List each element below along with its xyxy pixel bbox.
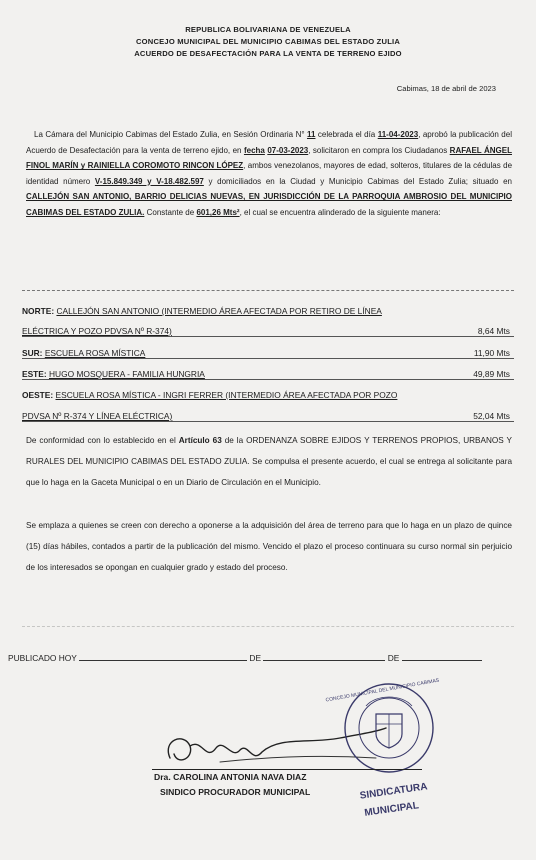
boundary-sur (22, 348, 514, 359)
boundary-norte-text-1: CALLEJÓN SAN ANTONIO (INTERMEDIO ÁREA AFECTADA POR RETIRO DE LÍNEA (56, 306, 382, 316)
header-line-2: CONCEJO MUNICIPAL DEL MUNICIPIO CABIMAS DEL ESTADO ZULIA (135, 37, 401, 46)
property-area: 601,26 Mts² (196, 207, 240, 217)
document-date: Cabimas, 18 de abril de 2023 (396, 84, 496, 93)
boundary-este-measure: 49,89 Mts (473, 369, 510, 379)
publication-year-blank (402, 651, 482, 661)
intro-text-3: , aprobó la publicación del Acuerdo de Desafectación para la venta de terreno ejido, en (26, 130, 512, 155)
boundary-este-label: ESTE: (22, 369, 47, 379)
intro-text-7: Constante de (146, 207, 195, 217)
intro-text-1: La Cámara del Municipio Cabimas del Estado Zulia, en Sesión Ordinaria N° (34, 130, 305, 139)
applicant-names: RAFAEL ÁNGEL FINOL MARÍN y RAINIELLA COROMOTO RINCON LÓPEZ (26, 145, 512, 171)
boundary-norte-measure: 8,64 Mts (477, 326, 510, 336)
property-location: CALLEJÓN SAN ANTONIO, BARRIO DELICIAS NUEVAS, EN JURISDICCIÓN DE LA PARROQUIA AMBROSIO DEL MUNICIPIO CABIMAS DEL ESTADO ZULIA. (26, 192, 512, 217)
boundary-oeste-label: OESTE: (22, 390, 54, 400)
intro-text-4: , solicitaron en compra los Ciudadanos (308, 145, 448, 155)
header-line-1: REPUBLICA BOLIVARIANA DE VENEZUELA (185, 25, 351, 34)
intro-text-8: , el cual se encuentra alinderado de la siguiente manera: (239, 207, 441, 217)
request-date: 07-03-2023 (267, 145, 309, 155)
intro-text-6: y domiciliados en la Ciudad y Municipio Cabimas del Estado Zulia; situado en (208, 176, 512, 186)
boundary-norte-label: NORTE: (22, 306, 55, 316)
signatory-title: SINDICO PROCURADOR MUNICIPAL (160, 787, 311, 797)
session-date: 11-04-2023 (377, 130, 419, 139)
conformity-text-2: de la ORDENANZA SOBRE EJIDOS Y TERRENOS PROPIOS, URBANOS Y RURALES DEL MUNICIPIO CABIMAS DEL ESTADO ZULIA. Se compulsa el presente acuerdo, el cual se entrega al solicitante para que lo haga en la Gaceta Municipal o en un Diario de Circulación en el Municipio. (26, 436, 512, 487)
signature-line (152, 769, 422, 770)
published-label: PUBLICADO HOY (8, 653, 77, 663)
publication-day-blank (79, 651, 247, 661)
id-numbers: V-15.849.349 y V-18.482.597 (94, 176, 204, 186)
faint-divider (22, 626, 514, 627)
conformity-paragraph (26, 430, 512, 493)
seal-ring-text: CONCEJO MUNICIPAL DEL MUNICIPIO CABIMAS (325, 677, 440, 704)
seal-stamp-line-2: MUNICIPAL (363, 800, 420, 819)
boundary-oeste-text-2: PDVSA Nº R-374 Y LÍNEA ELÉCTRICA) (22, 411, 173, 421)
conformity-text-1: De conformidad con lo establecido en el (26, 436, 176, 445)
publication-line (8, 651, 528, 663)
boundary-este-text: HUGO MOSQUERA - FAMILIA HUNGRIA (49, 369, 205, 379)
intro-text-5: , ambos venezolanos, mayores de edad, solteros, titulares de la cédulas de identidad número (26, 161, 513, 186)
boundary-este (22, 369, 514, 380)
boundary-norte-line-1 (22, 306, 514, 316)
boundary-norte-line-2 (22, 326, 514, 337)
header-line-3: ACUERDO DE DESAFECTACIÓN PARA LA VENTA DE TERRENO EJIDO (134, 49, 402, 58)
boundary-norte-text-2: ELÉCTRICA Y POZO PDVSA Nº R-374) (22, 326, 172, 336)
section-divider (22, 290, 514, 291)
publication-month-blank (263, 651, 385, 661)
official-seal (325, 676, 440, 826)
boundary-oeste-line-2 (22, 411, 514, 422)
publication-de-2: DE (387, 653, 400, 663)
document-header (0, 24, 536, 60)
session-number: 11 (307, 130, 316, 139)
boundary-oeste-line-1 (22, 390, 514, 400)
seal-stamp-line-1: SINDICATURA (359, 781, 429, 802)
boundary-sur-measure: 11,90 Mts (473, 348, 510, 358)
intro-text-2: celebrada el día (317, 130, 376, 139)
publication-de-1: DE (249, 653, 262, 663)
intro-paragraph (26, 127, 512, 221)
boundary-oeste-measure: 52,04 Mts (473, 411, 510, 421)
summons-paragraph: Se emplaza a quienes se creen con derecho a oponerse a la adquisición del área de terreno para que lo haga en un plazo de quince (15) días hábiles, contados a partir de la publicación del mismo. Vencido el plazo el proceso continuara su curso normal sin perjuicio de los interesados se opongan en cualquier grado y estado del proceso. (26, 521, 512, 572)
signatory-name: Dra. CAROLINA ANTONIA NAVA DIAZ (154, 772, 307, 782)
article-reference: Artículo 63 (178, 436, 222, 445)
boundary-sur-text: ESCUELA ROSA MÍSTICA (44, 348, 146, 358)
boundary-sur-label: SUR: (22, 348, 43, 358)
boundary-oeste-text-1: ESCUELA ROSA MÍSTICA - INGRI FERRER (INTERMEDIO ÁREA AFECTADA POR POZO (55, 390, 398, 400)
fecha-label: fecha (243, 145, 265, 155)
